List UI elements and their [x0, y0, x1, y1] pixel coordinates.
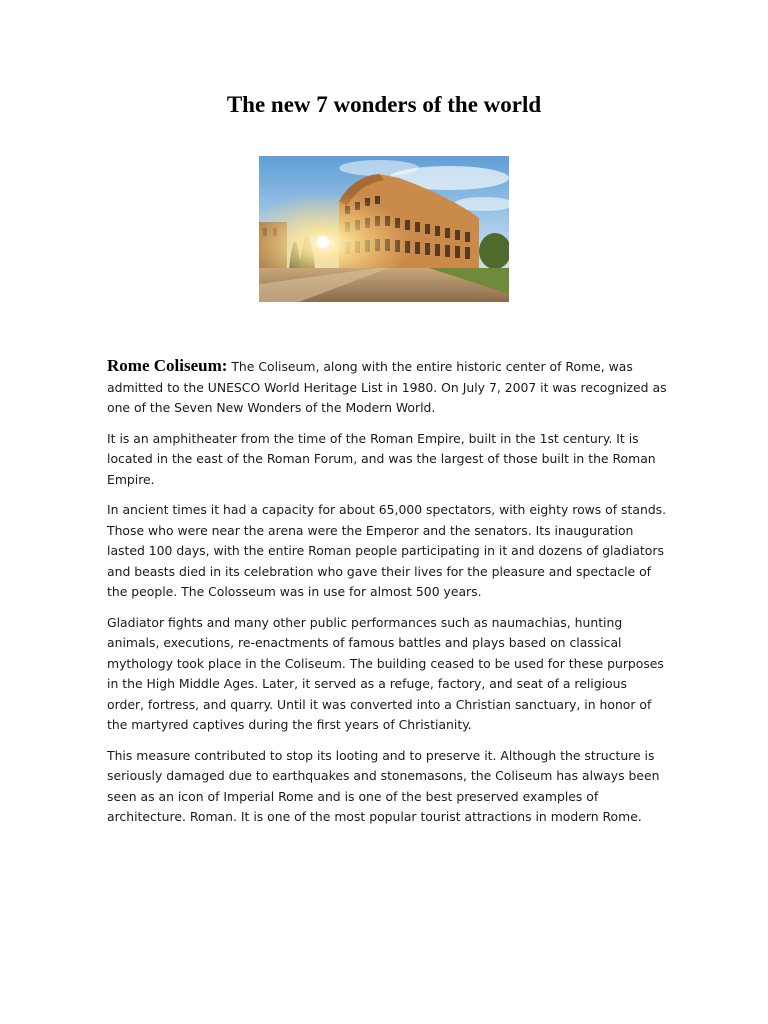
section-heading: Rome Coliseum:: [107, 356, 228, 375]
paragraph: Gladiator fights and many other public performances such as naumachias, hunting animals, executions, re-enactments of famous battles and plays based on classical mythology took place in the Coliseum. The building ceased to be used for these purposes in the High Middle Ages. Later, it served as a refuge, factory, and seat of a religious order, fortress, and quarry. Until it was converted into a Christian sanctuary, in honor of the martyred captives during the first years of Christianity.: [107, 614, 664, 732]
paragraph-intro: [107, 356, 667, 419]
page-title: The new 7 wonders of the world: [226, 92, 542, 117]
paragraph: In ancient times it had a capacity for about 65,000 spectators, with eighty rows of stands. Those who were near the arena were the Emperor and the senators. Its inauguration lasted 100 days, with the entire Roman people participating in it and dozens of gladiators and beasts died in its celebration who gave their lives for the pleasure and spectacle of the people. The Colosseum was in use for almost 500 years.: [107, 502, 667, 599]
paragraph-text: The Coliseum, along with the entire historic center of Rome, was admitted to the UNESCO World Heritage List in 1980. On July 7, 2007 it was recognized as one of the Seven New Wonders of the Modern World.: [107, 359, 667, 415]
colosseum-photo-icon: [259, 156, 509, 302]
article-body: [107, 356, 667, 838]
paragraph: This measure contributed to stop its looting and to preserve it. Although the structure is seriously damaged due to earthquakes and stonemasons, the Coliseum has always been seen as an icon of Imperial Rome and is one of the best preserved examples of architecture. Roman. It is one of the most popular tourist attractions in modern Rome.: [107, 747, 660, 824]
paragraph: It is an amphitheater from the time of the Roman Empire, built in the 1st century. It is located in the east of the Roman Forum, and was the largest of those built in the Roman Empire.: [107, 430, 656, 487]
